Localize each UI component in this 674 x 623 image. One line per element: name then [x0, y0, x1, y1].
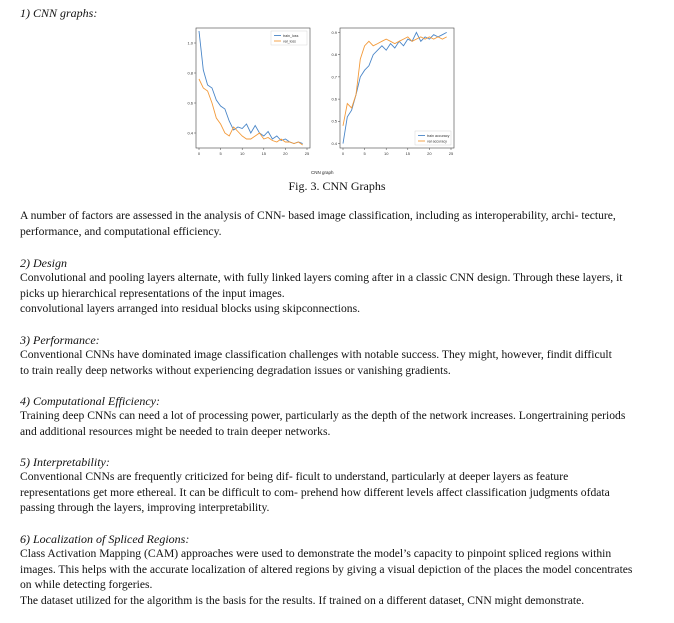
y-tick-label: 0.8: [187, 70, 193, 76]
text-line: A number of factors are assessed in the analysis of CNN- based image classification, including as interoperability, archi- tecture,: [20, 209, 616, 222]
x-tick-label: 10: [383, 151, 389, 156]
text-line: images. This helps with the accurate localization of altered regions by giving a visual depiction of the places the model concentrates: [20, 562, 633, 576]
section-heading-performance: 3) Performance:: [20, 333, 100, 347]
x-tick-label: 20: [283, 151, 288, 156]
x-tick-label: 15: [405, 151, 411, 156]
section-heading-localization: 6) Localization of Spliced Regions:: [20, 532, 190, 546]
performance-paragraph: [20, 347, 640, 378]
y-tick-label: 0.6: [187, 100, 193, 106]
y-tick-label: 0.8: [331, 52, 337, 58]
computational-efficiency-paragraph: [20, 408, 640, 439]
figure-sub-caption: CNN graph: [311, 170, 334, 175]
x-tick-label: 0: [341, 151, 345, 156]
section-heading-computational-efficiency: 4) Computational Efficiency:: [20, 394, 160, 408]
text-line: Training deep CNNs can need a lot of processing power, particularly as the depth of the network increases. Longertraining periods: [20, 409, 626, 422]
text-line: passing through the layers, improving interpretability.: [20, 501, 270, 515]
x-tick-label: 5: [219, 151, 222, 156]
text-line: Class Activation Mapping (CAM) approaches were used to demonstrate the model’s capacity to pinpoint spliced regions within: [20, 547, 612, 560]
text-line: picks up hierarchical representations of the input images.: [20, 286, 285, 300]
legend-label: val_loss: [283, 39, 296, 44]
x-tick-label: 15: [261, 151, 267, 156]
text-line: performance, and computational efficiency.: [20, 224, 222, 238]
y-tick-label: 0.4: [331, 140, 337, 146]
text-line: convolutional layers arranged into residual blocks using skipconnections.: [20, 302, 361, 316]
y-tick-label: 0.6: [331, 96, 337, 102]
text-line: representations get more ethereal. It can be difficult to com- prehend how different levels affect classification judgments ofdata: [20, 485, 610, 499]
figure-caption: Fig. 3. CNN Graphs: [288, 179, 386, 193]
y-tick-label: 0.7: [331, 74, 337, 80]
legend-label: train_loss: [283, 33, 299, 38]
y-tick-label: 0.4: [187, 130, 193, 136]
legend-label: val accuracy: [427, 139, 447, 144]
intro-paragraph: [20, 208, 640, 239]
series-line-1: [199, 79, 303, 145]
interpretability-paragraph: [20, 469, 640, 516]
text-line: Conventional CNNs have dominated image classification challenges with notable success. They might, however, findit difficult: [20, 348, 612, 361]
text-line: Convolutional and pooling layers alternate, with fully linked layers coming after in a classic CNN design. Through these layers, it: [20, 271, 623, 284]
y-tick-label: 0.5: [331, 118, 337, 124]
localization-paragraph: [20, 546, 640, 608]
series-line-0: [343, 32, 447, 143]
text-line: and additional resources might be needed to train deeper networks.: [20, 424, 331, 438]
x-tick-label: 20: [427, 151, 432, 156]
x-tick-label: 5: [363, 151, 366, 156]
text-line: The dataset utilized for the algorithm is the basis for the results. If trained on a different dataset, CNN might demonstrate.: [20, 593, 585, 607]
text-line: on while detecting forgeries.: [20, 578, 153, 592]
series-line-1: [343, 37, 447, 126]
text-line: to train really deep networks without experiencing degradation issues or vanishing gradients.: [20, 363, 451, 377]
section-heading-interpretability: 5) Interpretability:: [20, 455, 110, 469]
accuracy-chart: [320, 26, 460, 166]
x-tick-label: 10: [239, 151, 245, 156]
y-tick-label: 0.9: [331, 29, 337, 35]
design-paragraph: [20, 270, 640, 317]
series-line-0: [199, 31, 303, 144]
legend-label: train accuracy: [427, 133, 450, 138]
y-tick-label: 1.0: [187, 40, 193, 46]
text-line: Conventional CNNs are frequently criticized for being dif- ficult to understand, particularly at deeper layers as feature: [20, 470, 569, 483]
section-heading-design: 2) Design: [20, 256, 67, 270]
x-tick-label: 25: [304, 151, 310, 156]
x-tick-label: 25: [448, 151, 454, 156]
x-tick-label: 0: [197, 151, 201, 156]
loss-chart: [180, 26, 320, 166]
section-heading-cnn-graphs: 1) CNN graphs:: [20, 6, 98, 20]
